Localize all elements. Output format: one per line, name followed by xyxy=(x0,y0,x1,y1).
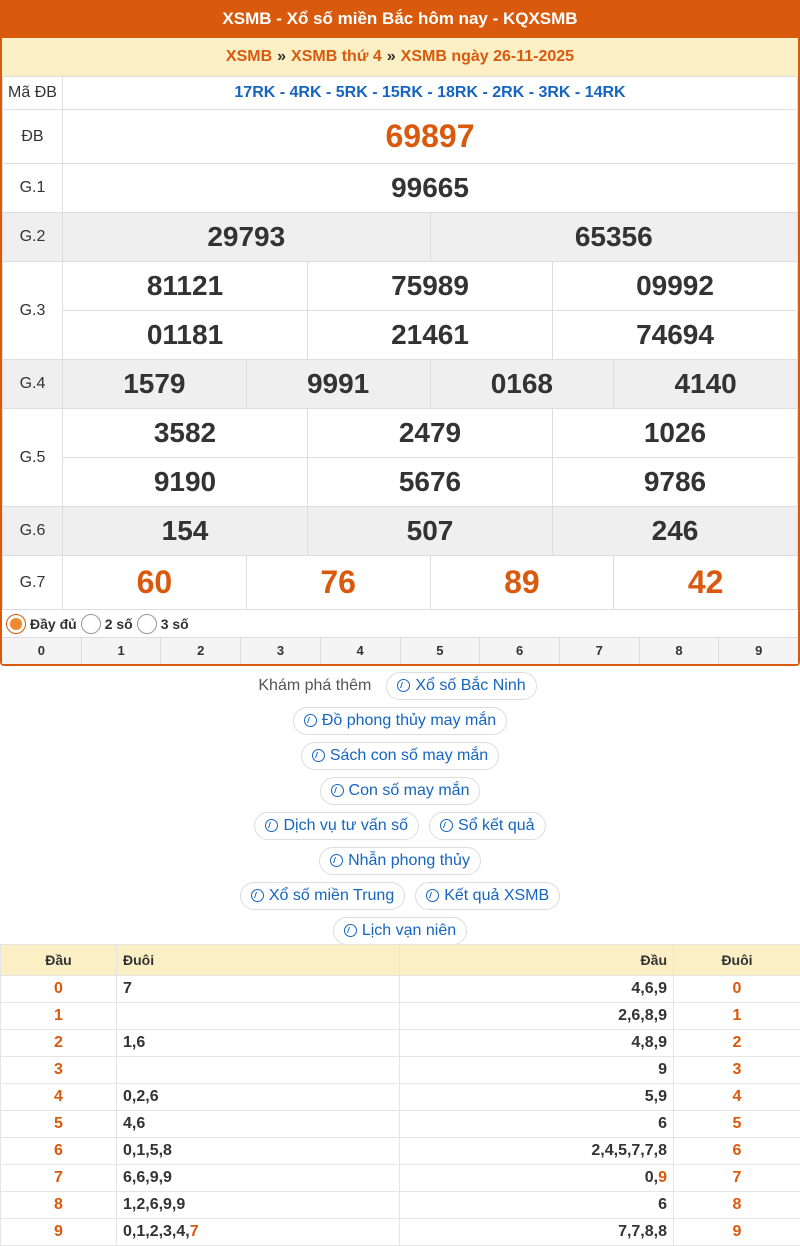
explore-link[interactable] xyxy=(254,812,419,840)
prize-g5: 3582 xyxy=(63,409,308,458)
bolt-icon xyxy=(330,854,343,867)
prize-g4: 0168 xyxy=(430,360,614,409)
prize-g3: 81121 xyxy=(63,262,308,311)
tail-values: 0,1,5,8 xyxy=(117,1138,400,1165)
tail-values: 1,6 xyxy=(117,1030,400,1057)
table-row xyxy=(1,1192,800,1219)
label-g1: G.1 xyxy=(3,164,63,213)
tail-digit: 8 xyxy=(674,1192,800,1219)
head-digit: 3 xyxy=(1,1057,117,1084)
explore-link[interactable] xyxy=(415,882,560,910)
table-row xyxy=(1,976,800,1003)
col-tail-right: Đuôi xyxy=(674,945,800,976)
explore-link-label: Xổ số miền Trung xyxy=(268,886,395,904)
prize-g6: 507 xyxy=(308,507,553,556)
explore-link-label: Sổ kết quả xyxy=(458,816,535,834)
tail-values xyxy=(117,1219,400,1246)
table-row xyxy=(1,1165,800,1192)
option-two-digits[interactable] xyxy=(81,614,133,634)
prize-g2: 29793 xyxy=(63,213,431,262)
head-values: 9 xyxy=(400,1057,674,1084)
explore-link[interactable] xyxy=(301,742,499,770)
special-codes: 17RK - 4RK - 5RK - 15RK - 18RK - 2RK - 3RK - 14RK xyxy=(63,77,798,110)
head-values: 7,7,8,8 xyxy=(400,1219,674,1246)
page-title: XSMB - Xổ số miền Bắc hôm nay - KQXSMB xyxy=(0,0,800,38)
explore-link[interactable] xyxy=(240,882,405,910)
prize-g1: 99665 xyxy=(63,164,798,213)
prize-g4: 4140 xyxy=(614,360,798,409)
tail-values: 6,6,9,9 xyxy=(117,1165,400,1192)
digit-button[interactable]: 0 xyxy=(2,638,82,664)
label-g4: G.4 xyxy=(3,360,63,409)
option-three-digits[interactable] xyxy=(137,614,189,634)
prize-g5: 5676 xyxy=(308,458,553,507)
prize-g6: 246 xyxy=(553,507,798,556)
bolt-icon xyxy=(331,784,344,797)
tail-digit: 9 xyxy=(674,1219,800,1246)
table-row xyxy=(1,1057,800,1084)
digit-button[interactable]: 5 xyxy=(401,638,481,664)
head-values-text: 0, xyxy=(644,1169,659,1186)
table-row xyxy=(1,1003,800,1030)
option-two-label: 2 số xyxy=(104,615,133,632)
prize-g3: 74694 xyxy=(553,311,798,360)
tail-digit: 0 xyxy=(674,976,800,1003)
head-digit: 8 xyxy=(1,1192,117,1219)
digit-button[interactable]: 7 xyxy=(560,638,640,664)
head-values xyxy=(400,1165,674,1192)
explore-section xyxy=(0,668,800,948)
highlight-value: 7 xyxy=(189,1223,199,1240)
digit-button[interactable]: 4 xyxy=(321,638,401,664)
table-row xyxy=(1,1219,800,1246)
prize-g5: 1026 xyxy=(553,409,798,458)
head-digit: 2 xyxy=(1,1030,117,1057)
prize-g2: 65356 xyxy=(430,213,798,262)
option-full[interactable] xyxy=(6,614,77,634)
prize-g7: 42 xyxy=(614,556,798,610)
head-values: 6 xyxy=(400,1192,674,1219)
tail-digit: 7 xyxy=(674,1165,800,1192)
explore-link[interactable] xyxy=(429,812,546,840)
tail-digit: 6 xyxy=(674,1138,800,1165)
head-digit: 6 xyxy=(1,1138,117,1165)
head-values: 2,4,5,7,7,8 xyxy=(400,1138,674,1165)
breadcrumb-xsmb-date[interactable]: XSMB ngày 26-11-2025 xyxy=(400,48,575,65)
tail-values: 1,2,6,9,9 xyxy=(117,1192,400,1219)
digit-button[interactable]: 1 xyxy=(82,638,162,664)
tail-values: 4,6 xyxy=(117,1111,400,1138)
explore-link[interactable] xyxy=(293,707,507,735)
prize-g3: 21461 xyxy=(308,311,553,360)
explore-link[interactable] xyxy=(386,672,536,700)
explore-link[interactable] xyxy=(320,777,481,805)
bolt-icon xyxy=(426,889,439,902)
label-g7: G.7 xyxy=(3,556,63,610)
explore-link-label: Sách con số may mắn xyxy=(329,746,489,764)
result-table xyxy=(2,76,798,610)
tail-digit: 3 xyxy=(674,1057,800,1084)
explore-link-label: Nhẫn phong thủy xyxy=(348,851,470,869)
prize-g3: 75989 xyxy=(308,262,553,311)
prize-g3: 09992 xyxy=(553,262,798,311)
col-head-right: Đầu xyxy=(400,945,674,976)
breadcrumb xyxy=(2,38,798,76)
label-ma-db: Mã ĐB xyxy=(3,77,63,110)
tail-digit: 2 xyxy=(674,1030,800,1057)
label-g2: G.2 xyxy=(3,213,63,262)
tail-digit: 5 xyxy=(674,1111,800,1138)
explore-link-label: Xổ số Bắc Ninh xyxy=(415,676,526,694)
tail-values xyxy=(117,1057,400,1084)
breadcrumb-sep: » xyxy=(386,48,396,65)
prize-g3: 01181 xyxy=(63,311,308,360)
tail-values: 7 xyxy=(117,976,400,1003)
breadcrumb-sep: » xyxy=(277,48,287,65)
label-db: ĐB xyxy=(3,110,63,164)
table-row xyxy=(1,1111,800,1138)
table-row xyxy=(1,1030,800,1057)
bolt-icon xyxy=(251,889,264,902)
prize-g7: 60 xyxy=(63,556,247,610)
head-values: 5,9 xyxy=(400,1084,674,1111)
prize-g5: 2479 xyxy=(308,409,553,458)
display-options xyxy=(2,610,798,638)
radio-icon[interactable] xyxy=(137,614,157,634)
head-digit: 4 xyxy=(1,1084,117,1111)
prize-g5: 9786 xyxy=(553,458,798,507)
explore-link-label: Đồ phong thủy may mắn xyxy=(321,711,497,729)
label-g5: G.5 xyxy=(3,409,63,507)
option-full-label: Đầy đủ xyxy=(30,615,77,632)
radio-selected-icon[interactable] xyxy=(6,614,26,634)
head-digit: 0 xyxy=(1,976,117,1003)
prize-g4: 9991 xyxy=(246,360,430,409)
tail-values: 0,2,6 xyxy=(117,1084,400,1111)
col-tail-left: Đuôi xyxy=(117,945,400,976)
digit-button[interactable]: 9 xyxy=(719,638,798,664)
tail-values xyxy=(117,1003,400,1030)
bolt-icon xyxy=(397,679,410,692)
tail-digit: 1 xyxy=(674,1003,800,1030)
prize-g7: 76 xyxy=(246,556,430,610)
digit-button[interactable]: 2 xyxy=(161,638,241,664)
bolt-icon xyxy=(304,714,317,727)
bolt-icon xyxy=(265,819,278,832)
option-three-label: 3 số xyxy=(160,615,189,632)
digit-filter xyxy=(2,638,798,664)
loto-table xyxy=(0,944,800,1246)
head-digit: 9 xyxy=(1,1219,117,1246)
explore-link-label: Dịch vụ tư vấn số xyxy=(283,816,409,834)
prize-g6: 154 xyxy=(63,507,308,556)
col-head-left: Đầu xyxy=(1,945,117,976)
prize-g7: 89 xyxy=(430,556,614,610)
bolt-icon xyxy=(344,924,357,937)
explore-link-label: Kết quả XSMB xyxy=(444,886,550,904)
bolt-icon xyxy=(312,749,325,762)
breadcrumb-xsmb[interactable]: XSMB xyxy=(225,48,273,65)
radio-icon[interactable] xyxy=(81,614,101,634)
head-digit: 1 xyxy=(1,1003,117,1030)
explore-title: Khám phá thêm xyxy=(258,676,372,694)
digit-button[interactable]: 3 xyxy=(241,638,321,664)
prize-g4: 1579 xyxy=(63,360,247,409)
tail-digit: 4 xyxy=(674,1084,800,1111)
head-digit: 5 xyxy=(1,1111,117,1138)
highlight-value: 9 xyxy=(658,1169,667,1186)
tail-values-text: 0,1,2,3,4, xyxy=(123,1223,190,1240)
table-row xyxy=(1,1138,800,1165)
table-row xyxy=(1,1084,800,1111)
prize-db: 69897 xyxy=(63,110,798,164)
explore-link-label: Con số may mắn xyxy=(348,781,470,799)
prize-g5: 9190 xyxy=(63,458,308,507)
explore-link[interactable] xyxy=(319,847,481,875)
explore-link[interactable] xyxy=(333,917,467,945)
label-g6: G.6 xyxy=(3,507,63,556)
head-digit: 7 xyxy=(1,1165,117,1192)
bolt-icon xyxy=(440,819,453,832)
digit-button[interactable]: 6 xyxy=(480,638,560,664)
digit-button[interactable]: 8 xyxy=(640,638,720,664)
breadcrumb-xsmb-wednesday[interactable]: XSMB thứ 4 xyxy=(291,48,382,65)
head-values: 4,6,9 xyxy=(400,976,674,1003)
head-values: 4,8,9 xyxy=(400,1030,674,1057)
explore-link-label: Lịch vạn niên xyxy=(361,921,457,939)
head-values: 2,6,8,9 xyxy=(400,1003,674,1030)
label-g3: G.3 xyxy=(3,262,63,360)
head-values: 6 xyxy=(400,1111,674,1138)
